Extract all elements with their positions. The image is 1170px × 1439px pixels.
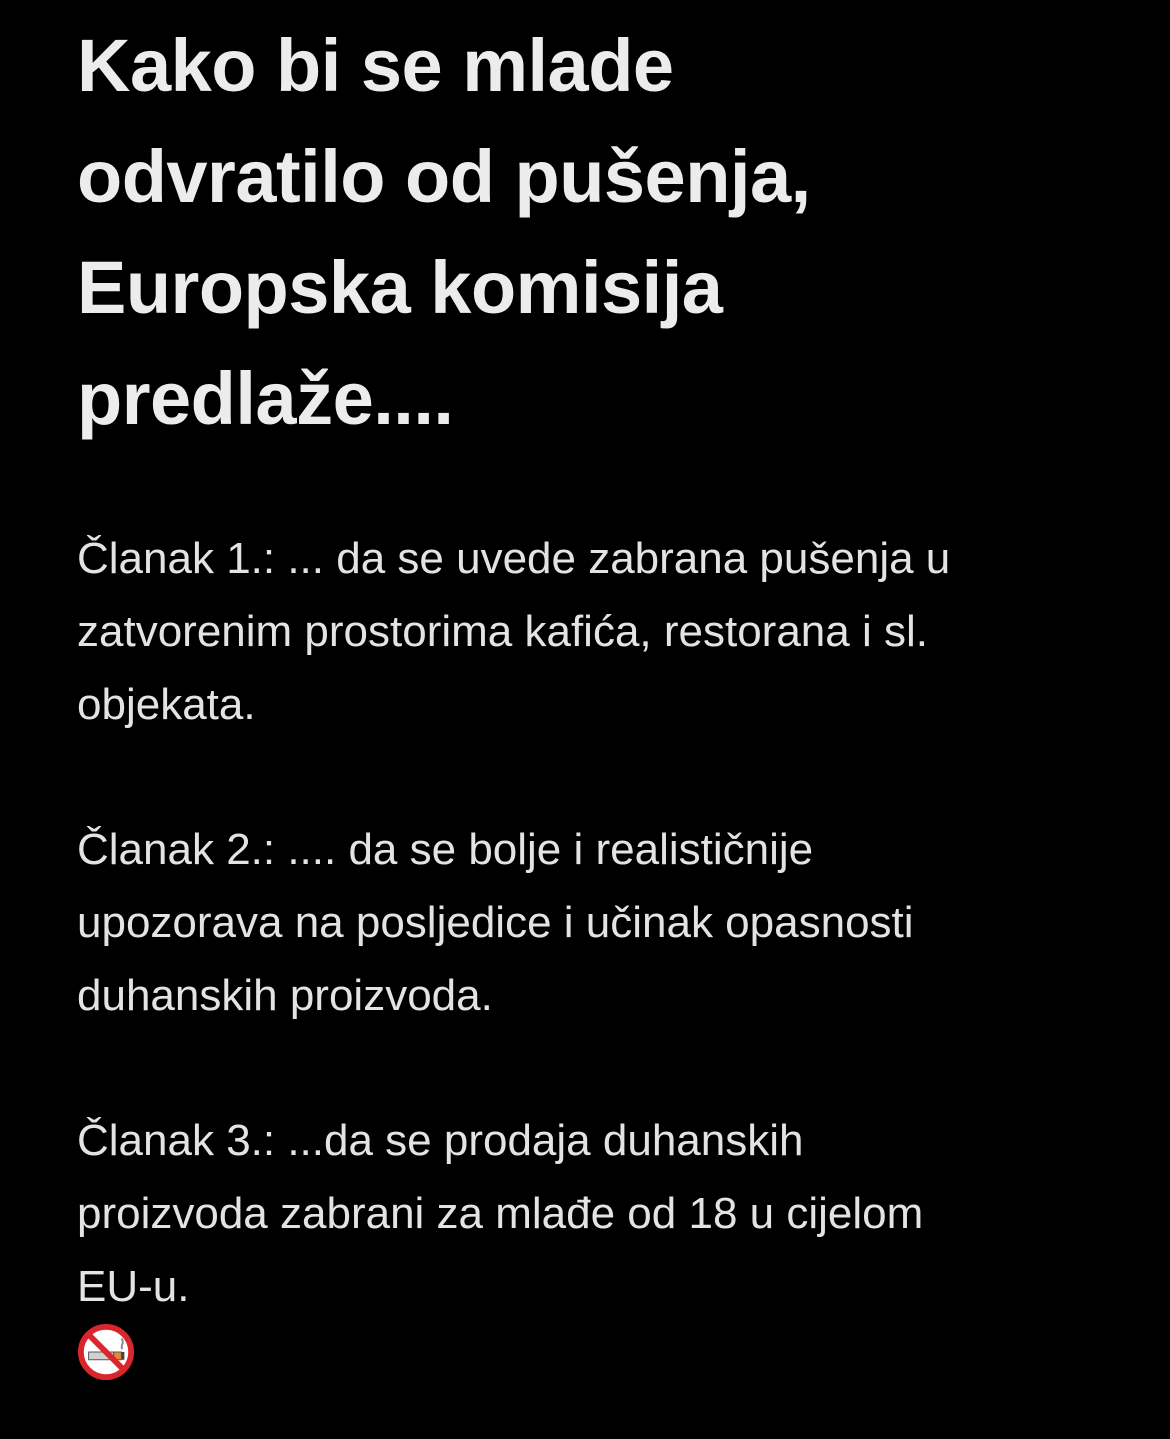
paragraph-spacer bbox=[77, 741, 1117, 813]
note-title-line: odvratilo od pušenja, bbox=[77, 135, 811, 218]
paragraph-line: EU-u. bbox=[77, 1262, 190, 1311]
article-1-paragraph bbox=[77, 522, 1117, 741]
note-title-line: predlaže.... bbox=[77, 357, 454, 440]
paragraph-line: duhanskih proizvoda. bbox=[77, 971, 493, 1020]
paragraph-spacer bbox=[77, 1032, 1117, 1104]
no-smoking-icon bbox=[77, 1323, 135, 1381]
note-content bbox=[77, 10, 1117, 1381]
paragraph-line: objekata. bbox=[77, 680, 256, 729]
note-title-line: Europska komisija bbox=[77, 246, 723, 329]
article-3-paragraph bbox=[77, 1104, 1117, 1323]
paragraph-line: upozorava na posljedice i učinak opasnosti bbox=[77, 898, 914, 947]
paragraph-line: Članak 3.: ...da se prodaja duhanskih bbox=[77, 1116, 804, 1165]
paragraph-line: zatvorenim prostorima kafića, restorana i sl. bbox=[77, 607, 928, 656]
note-title-line: Kako bi se mlade bbox=[77, 24, 674, 107]
note-body bbox=[77, 522, 1117, 1381]
paragraph-line: Članak 1.: ... da se uvede zabrana pušenja u bbox=[77, 534, 951, 583]
article-2-paragraph bbox=[77, 813, 1117, 1032]
paragraph-line: Članak 2.: .... da se bolje i realističnije bbox=[77, 825, 814, 874]
note-title bbox=[77, 10, 1117, 454]
paragraph-line: proizvoda zabrani za mlađe od 18 u cijelom bbox=[77, 1189, 924, 1238]
